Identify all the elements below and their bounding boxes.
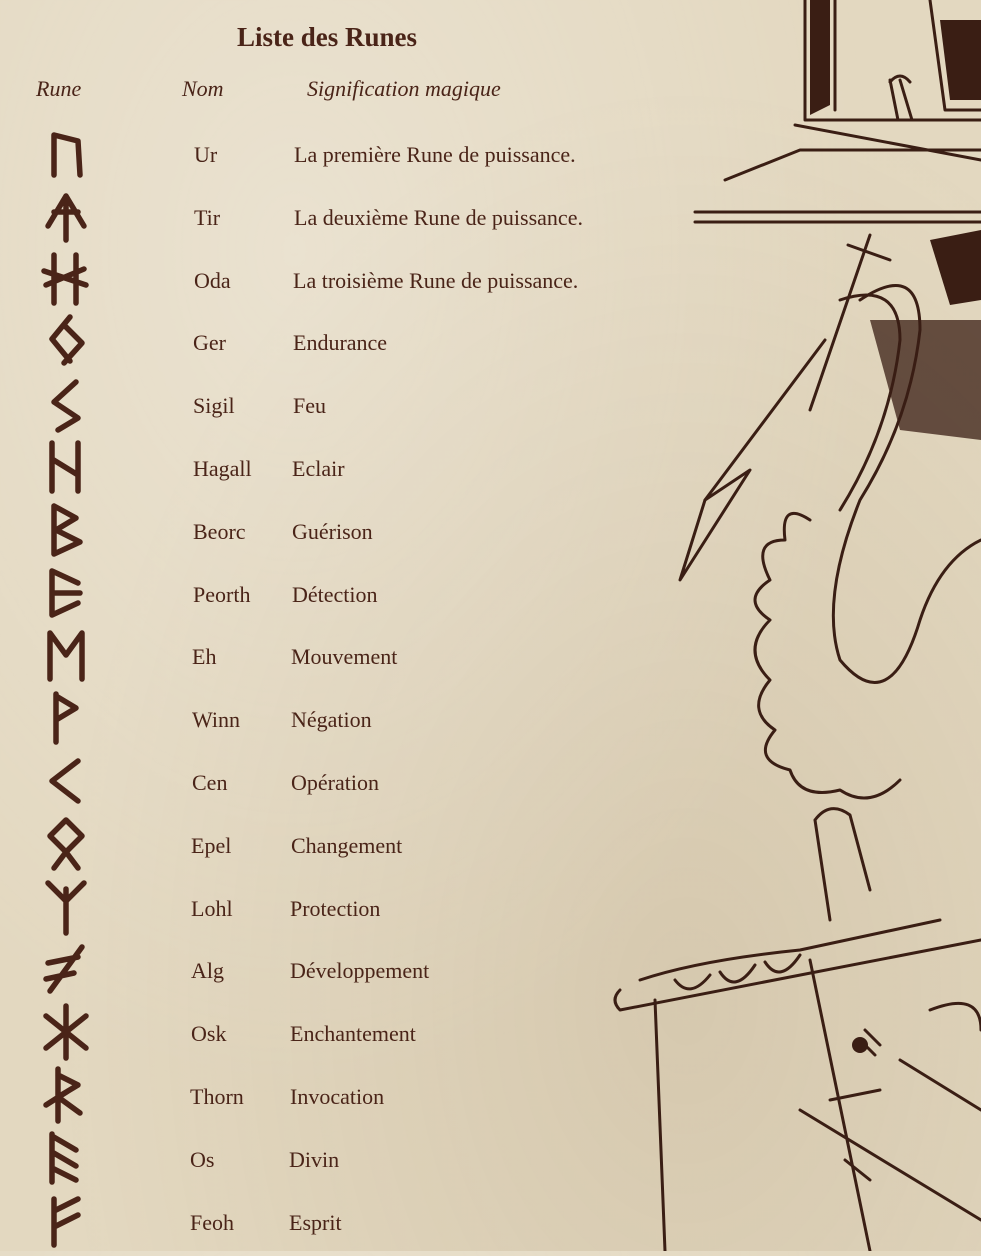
rune-name: Alg [191,958,224,984]
rune-glyph-winn [36,688,96,748]
rune-glyph-epel [36,814,96,874]
rune-meaning: Protection [290,895,381,921]
rune-glyph-cen [36,751,96,811]
rune-glyph-oda [36,249,96,309]
rune-meaning: Détection [292,581,378,607]
rune-name: Winn [192,707,240,733]
rune-glyph-alg [36,939,96,999]
header-rune: Rune [36,76,82,101]
rune-meaning: Endurance [293,330,388,356]
rune-glyph-peorth [36,563,96,623]
rune-glyph-ger [36,311,96,371]
rune-name: Lohl [191,895,233,921]
rune-name: Ger [193,330,226,356]
rune-name: Ur [194,142,218,167]
rune-meaning: La première Rune de puissance. [294,142,576,167]
rune-name: Hagall [193,456,252,481]
rune-name: Os [190,1146,215,1172]
rune-name: Tir [194,204,221,230]
rune-name: Eh [192,644,217,670]
rune-glyph-sigil [36,374,96,434]
rune-meaning: Feu [293,393,326,419]
rune-name: Peorth [193,581,251,607]
rune-name: Cen [192,770,228,795]
rune-name: Oda [194,267,231,293]
rune-meaning: Enchantement [290,1021,416,1047]
header-meaning: Signification magique [307,76,501,101]
rune-glyph-os [36,1128,96,1188]
rune-meaning: Eclair [292,456,345,481]
rune-name: Thorn [190,1084,244,1109]
rune-glyph-lohl [36,877,96,937]
rune-glyph-beorc [36,500,96,560]
rune-meaning: Invocation [290,1084,385,1109]
rune-glyph-ur [36,123,96,183]
rune-glyph-thorn [36,1065,96,1125]
rune-glyph-feoh [36,1191,96,1251]
rune-glyph-tir [36,186,96,246]
rune-meaning: Opération [291,770,379,795]
rune-glyph-osk [36,1002,96,1062]
rune-meaning: Esprit [289,1209,342,1235]
rune-name: Sigil [193,393,235,419]
rune-meaning: Changement [291,832,403,858]
rune-meaning: La troisième Rune de puissance. [293,267,579,293]
rune-name: Osk [191,1021,227,1047]
decorative-illustration [600,0,981,1251]
rune-name: Beorc [193,518,246,544]
rune-meaning: Divin [289,1146,340,1172]
page-title: Liste des Runes [237,22,418,52]
rune-meaning: Développement [290,958,430,984]
rune-meaning: Mouvement [291,644,398,670]
rune-meaning: Négation [291,707,372,733]
rune-name: Epel [191,832,232,858]
rune-glyph-hagall [36,437,96,497]
header-name: Nom [182,76,224,101]
rune-meaning: La deuxième Rune de puissance. [294,204,583,230]
rune-glyph-eh [36,625,96,685]
rune-meaning: Guérison [292,518,373,544]
rune-name: Feoh [190,1209,234,1235]
